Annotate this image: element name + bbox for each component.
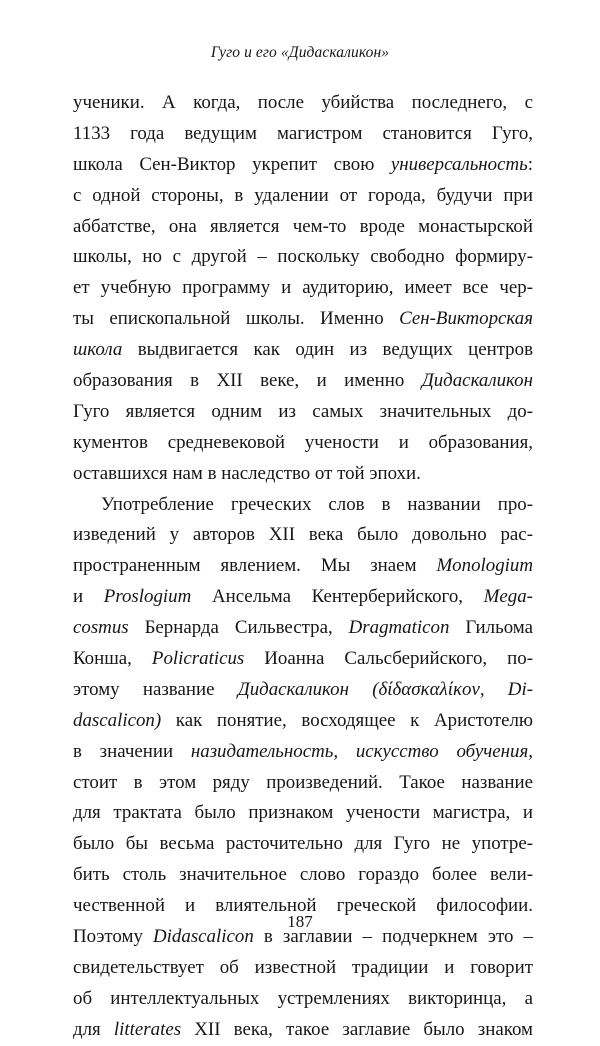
text-line — [73, 582, 533, 613]
italic-term: универсальность — [390, 153, 528, 175]
text-line: с одной стороны, в удалении от города, будучи при — [73, 184, 533, 206]
text-line: Гуго является одним из самых значительных до- — [73, 400, 533, 422]
text-run: и — [73, 586, 104, 608]
text-run: в значении — [73, 740, 191, 762]
italic-term: Dragmaticon — [348, 617, 450, 639]
text-line — [73, 644, 533, 675]
text-line: для трактата было признаком учености магистра, и — [73, 802, 533, 824]
italic-term: Policraticus — [151, 648, 245, 670]
text-line: свидетельствует об известной традиции и говорит — [73, 956, 533, 978]
text-line: чественной и влиятельной греческой философии. — [73, 895, 533, 917]
text-line: оставшихся нам в наследство от той эпохи. — [73, 462, 421, 484]
text-line — [73, 150, 533, 181]
italic-term: cosmus — [73, 617, 129, 639]
text-line: бить столь значительное слово гораздо более вели- — [73, 864, 533, 886]
italic-term: Дидаскаликон (δίδασκαλίκον, Di- — [237, 678, 533, 700]
text-line — [73, 551, 533, 582]
italic-term: dascalicon) — [73, 709, 162, 731]
text-line: стоит в этом ряду произведений. Такое название — [73, 771, 533, 793]
text-run: Иоанна Сальсберийского, по- — [244, 648, 533, 670]
text-run: Гильома — [449, 617, 533, 639]
text-line: кументов средневековой учености и образования, — [73, 431, 533, 453]
text-run: Конша, — [73, 648, 152, 670]
text-run: XII века, такое заглавие было знаком — [181, 1018, 534, 1040]
text-run: выдвигается как один из ведущих центров — [122, 339, 533, 361]
text-line — [73, 1015, 533, 1046]
italic-term: litterates — [113, 1018, 182, 1040]
text-run: Ансельма Кентерберийского, — [191, 586, 484, 608]
text-line — [73, 304, 533, 335]
italic-term: Сен-Викторская — [399, 308, 533, 330]
paragraph — [73, 490, 533, 1046]
text-run: для — [73, 1018, 114, 1040]
text-run: образования в XII веке, и именно — [73, 370, 422, 392]
text-line — [73, 335, 533, 366]
text-line: 1133 года ведущим магистром становится Гуго, — [73, 122, 533, 144]
text-line — [73, 737, 533, 768]
body-text — [73, 88, 533, 1046]
text-line: ученики. А когда, после убийства последнего, с — [73, 92, 533, 113]
text-run: пространенным явлением. Мы знаем — [73, 555, 437, 577]
italic-term: Proslogium — [103, 586, 192, 608]
text-line — [73, 366, 533, 397]
text-run: этому название — [73, 678, 238, 700]
text-run: школа Сен-Виктор укрепит свою — [73, 153, 391, 175]
text-run: : — [527, 153, 533, 175]
text-line: об интеллектуальных устремлениях викторинца, а — [73, 987, 533, 1009]
text-run: как понятие, восходящее к Аристотелю — [161, 709, 533, 731]
italic-term: назидательность, искусство обучения, — [190, 740, 534, 762]
text-line: аббатстве, она является чем-то вроде монастырской — [73, 215, 533, 237]
running-header: Гуго и его «Дидаскаликон» — [210, 44, 390, 61]
text-line — [73, 706, 533, 737]
text-line: было бы весьма расточительно для Гуго не употре- — [73, 833, 533, 855]
text-line — [73, 613, 533, 644]
text-run: ты епископальной школы. Именно — [73, 308, 400, 330]
page-number: 187 — [287, 912, 313, 931]
text-run: в заглавии – подчеркнем это – — [253, 926, 533, 948]
text-line: школы, но с другой – поскольку свободно формиру- — [73, 246, 533, 268]
italic-term: Дидаскаликон — [421, 370, 533, 392]
text-line: Употребление греческих слов в названии про- — [101, 493, 533, 515]
text-run: Бернарда Сильвестра, — [128, 617, 349, 639]
text-line: ет учебную программу и аудиторию, имеет все чер- — [73, 277, 533, 299]
text-run: Поэтому — [73, 926, 154, 948]
paragraph — [73, 88, 533, 490]
italic-term: Mega- — [483, 586, 533, 608]
italic-term: Didascalicon — [153, 926, 254, 948]
italic-term: Monologium — [436, 555, 533, 577]
text-line: изведений у авторов XII века было довольно рас- — [73, 524, 533, 546]
text-line — [73, 675, 533, 706]
italic-term: школа — [73, 339, 123, 361]
